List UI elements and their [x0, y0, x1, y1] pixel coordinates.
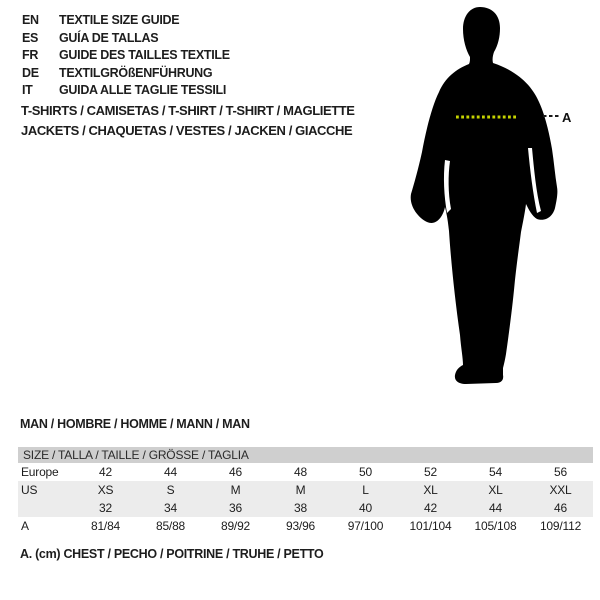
measure-label: A [562, 110, 572, 125]
size-cell: M [295, 483, 306, 497]
row-label: US [21, 483, 38, 497]
size-cell: 101/104 [409, 519, 452, 533]
category-jackets: JACKETS / CHAQUETAS / VESTES / JACKEN / GIACCHE [21, 123, 353, 138]
size-figure [400, 0, 575, 400]
lang-row-it [22, 83, 230, 101]
size-cell: 54 [489, 465, 502, 479]
lang-code: EN [22, 13, 39, 27]
lang-code: FR [22, 48, 39, 63]
size-cell: 40 [359, 501, 372, 515]
size-cell: L [362, 483, 369, 497]
category-tshirts: T-SHIRTS / CAMISETAS / T-SHIRT / T-SHIRT / MAGLIETTE [21, 103, 355, 118]
size-cell: 42 [424, 501, 437, 515]
size-cell: 48 [294, 465, 307, 479]
lang-label: TEXTILE SIZE GUIDE [59, 13, 180, 27]
size-cell: 56 [554, 465, 567, 479]
size-cell: XXL [549, 483, 572, 497]
size-table [18, 447, 593, 535]
table-row-numeric [18, 499, 593, 517]
size-cell: 46 [229, 465, 242, 479]
size-cell: 44 [489, 501, 502, 515]
measurement-footnote: A. (cm) CHEST / PECHO / POITRINE / TRUHE / PETTO [20, 547, 324, 561]
size-table-header: SIZE / TALLA / TAILLE / GRÖSSE / TAGLIA [18, 447, 593, 463]
size-cell: XL [423, 483, 438, 497]
size-cell: 34 [164, 501, 177, 515]
section-title-man: MAN / HOMBRE / HOMME / MANN / MAN [20, 417, 250, 431]
lang-row-es [22, 31, 230, 49]
row-label: A [21, 519, 29, 533]
lang-row-de [22, 66, 230, 84]
size-cell: 97/100 [347, 519, 384, 533]
garment-categories [21, 101, 355, 141]
lang-code: IT [22, 83, 33, 98]
language-guide-list [22, 13, 230, 101]
size-cell: 44 [164, 465, 177, 479]
size-cell: 46 [554, 501, 567, 515]
size-cell: 93/96 [285, 519, 316, 533]
lang-row-en [22, 13, 230, 31]
size-cell: S [166, 483, 175, 497]
size-cell: 50 [359, 465, 372, 479]
size-cell: 32 [99, 501, 112, 515]
size-cell: 85/88 [155, 519, 186, 533]
lang-code: DE [22, 65, 39, 80]
table-row-chest-a [18, 517, 593, 535]
lang-row-fr [22, 48, 230, 66]
row-label [18, 499, 73, 517]
lang-label: GUIDE DES TAILLES TEXTILE [59, 48, 230, 63]
size-cell: XS [97, 483, 114, 497]
size-cell: 105/108 [474, 519, 517, 533]
size-cell: M [230, 483, 241, 497]
lang-label: GUIDA ALLE TAGLIE TESSILI [59, 83, 227, 98]
row-label: Europe [21, 465, 59, 479]
size-cell: 52 [424, 465, 437, 479]
size-cell: 36 [229, 501, 242, 515]
table-row-europe [18, 463, 593, 481]
size-cell: 42 [99, 465, 112, 479]
table-row-us [18, 481, 593, 499]
lang-label: GUÍA DE TALLAS [59, 30, 159, 45]
size-cell: 109/112 [539, 519, 582, 533]
size-cell: 38 [294, 501, 307, 515]
lang-code: ES [22, 30, 39, 45]
size-cell: 81/84 [90, 519, 121, 533]
size-cell: XL [488, 483, 503, 497]
lang-label: TEXTILGRÖßENFÜHRUNG [59, 65, 213, 80]
size-cell: 89/92 [220, 519, 251, 533]
